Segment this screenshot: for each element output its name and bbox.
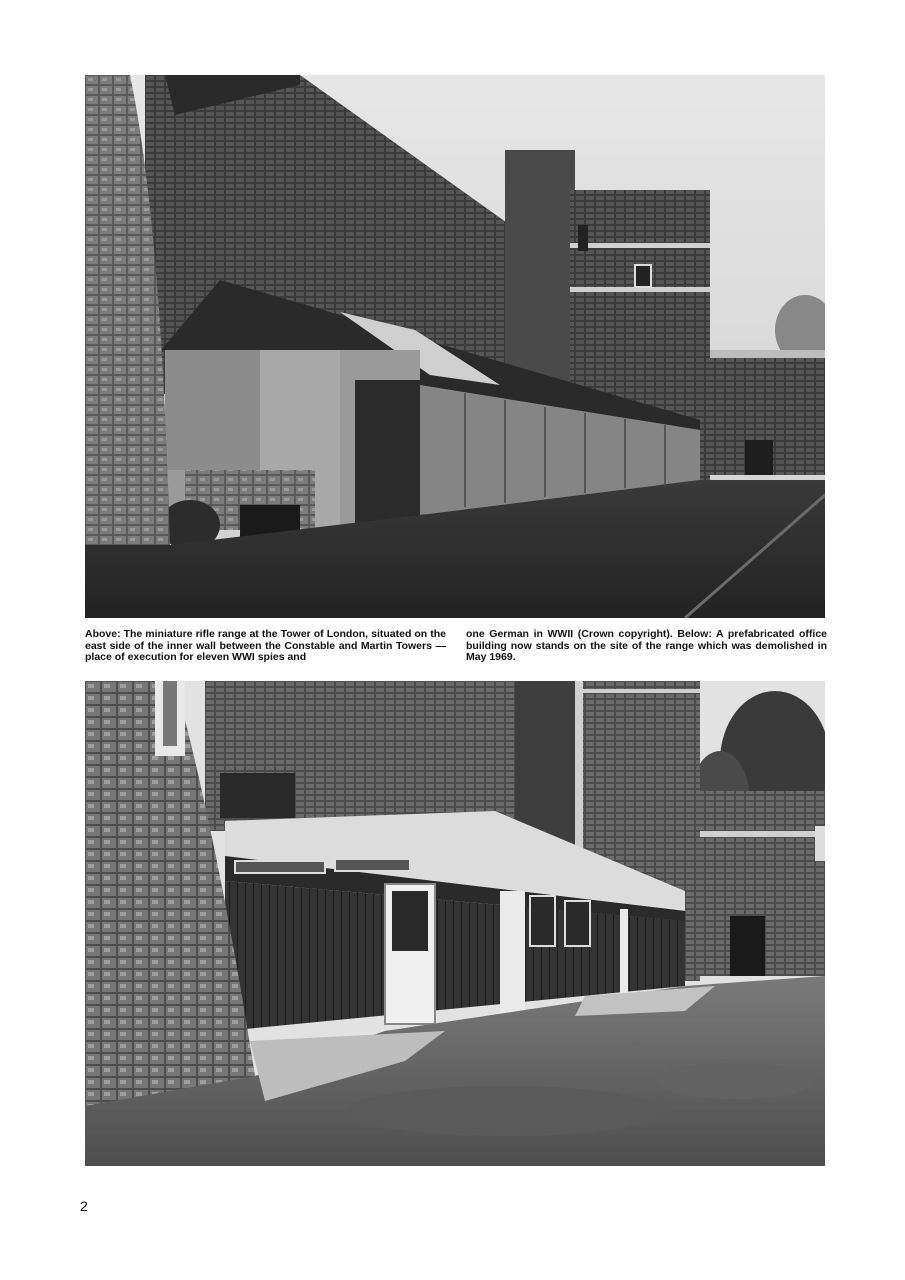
- photo-rifle-range: [85, 75, 825, 618]
- photo-rifle-range-image: [85, 75, 825, 618]
- caption-right-column: one German in WWII (Crown copyright). Below: A prefabricated office building now stands on the site of the range which was demolished in May 1969.: [466, 628, 827, 663]
- caption-left-column: Above: The miniature rifle range at the Tower of London, situated on the east side of the inner wall between the Constable and Martin Towers — place of execution for eleven WWI spies and: [85, 628, 446, 663]
- photo-prefabricated-office-image: [85, 681, 825, 1166]
- page-number: 2: [80, 1198, 88, 1214]
- photo-prefabricated-office: [85, 681, 825, 1166]
